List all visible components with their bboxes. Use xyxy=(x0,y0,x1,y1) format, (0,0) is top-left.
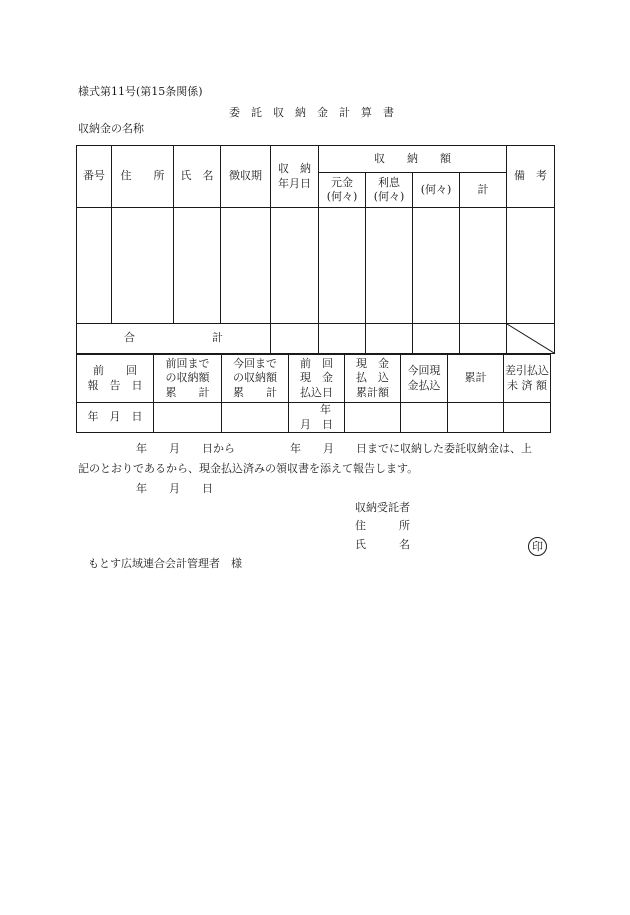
report-date: 年 月 日 xyxy=(136,482,213,495)
cell-previous-cumulative xyxy=(154,403,222,433)
header-unpaid-balance: 差引払込 未 済 額 xyxy=(504,355,551,403)
total-subtotal xyxy=(460,324,507,354)
header-number: 番号 xyxy=(77,146,112,208)
total-principal xyxy=(319,324,366,354)
report-text-line-2: 記のとおりであるから、現金払込済みの領収書を添えて報告します。 xyxy=(78,462,419,475)
total-other xyxy=(413,324,460,354)
cell-previous-report-date: 年 月 日 xyxy=(77,403,154,433)
total-date xyxy=(271,324,319,354)
cell-number xyxy=(77,208,112,324)
table-row xyxy=(77,403,551,433)
header-other: (何々) xyxy=(413,173,460,208)
header-receipt-date: 収 納 年月日 xyxy=(271,146,319,208)
table-row xyxy=(77,208,555,324)
header-collection-period: 徴収期 xyxy=(221,146,271,208)
cell-unpaid-balance xyxy=(504,403,551,433)
addressee: もとす広域連合会計管理者 様 xyxy=(88,557,242,570)
cell-name xyxy=(174,208,221,324)
document-title: 委 託 収 納 金 計 算 書 xyxy=(229,106,394,119)
cell-cash-payment-cumulative xyxy=(345,403,401,433)
header-collected-amount: 収 納 額 xyxy=(319,146,507,173)
cell-total xyxy=(448,403,504,433)
cell-date xyxy=(271,208,319,324)
header-total: 累計 xyxy=(448,355,504,403)
header-previous-payment-date: 前 回 現 金 払込日 xyxy=(289,355,345,403)
cell-subtotal xyxy=(460,208,507,324)
header-remarks: 備 考 xyxy=(507,146,555,208)
cell-remarks xyxy=(507,208,555,324)
header-previous-cumulative: 前回まで の収納額 累 計 xyxy=(154,355,222,403)
entrustee-name-label: 氏 名 xyxy=(355,538,410,551)
fund-name-label: 収納金の名称 xyxy=(78,122,144,135)
header-address: 住 所 xyxy=(112,146,174,208)
cell-previous-payment-date: 年 月 日 xyxy=(289,403,345,433)
cell-period xyxy=(221,208,271,324)
collection-details-table xyxy=(76,145,555,354)
entrustee-label: 収納受託者 xyxy=(355,501,410,514)
header-current-cumulative: 今回まで の収納額 累 計 xyxy=(222,355,289,403)
total-row xyxy=(77,324,555,354)
header-interest: 利息 (何々) xyxy=(366,173,413,208)
cell-current-payment xyxy=(401,403,448,433)
header-cash-payment-cumulative: 現 金 払 込 累計額 xyxy=(345,355,401,403)
seal-mark: 印 xyxy=(528,537,547,556)
cell-interest xyxy=(366,208,413,324)
header-current-payment: 今回現 金払込 xyxy=(401,355,448,403)
cell-address xyxy=(112,208,174,324)
cell-principal xyxy=(319,208,366,324)
entrustee-address-label: 住 所 xyxy=(355,519,410,532)
form-number: 様式第11号(第15条関係) xyxy=(78,85,203,98)
total-remarks-crossed xyxy=(507,324,555,354)
payment-summary-table xyxy=(76,354,551,433)
report-text-line-1: 年 月 日から 年 月 日までに収納した委託収納金は、上 xyxy=(136,442,532,455)
diagonal-line xyxy=(507,324,554,353)
header-previous-report-date: 前 回 報 告 日 xyxy=(77,355,154,403)
cell-current-cumulative xyxy=(222,403,289,433)
header-principal: 元金 (何々) xyxy=(319,173,366,208)
cell-other xyxy=(413,208,460,324)
total-label: 合 計 xyxy=(77,324,271,354)
header-subtotal: 計 xyxy=(460,173,507,208)
header-name: 氏 名 xyxy=(174,146,221,208)
total-interest xyxy=(366,324,413,354)
